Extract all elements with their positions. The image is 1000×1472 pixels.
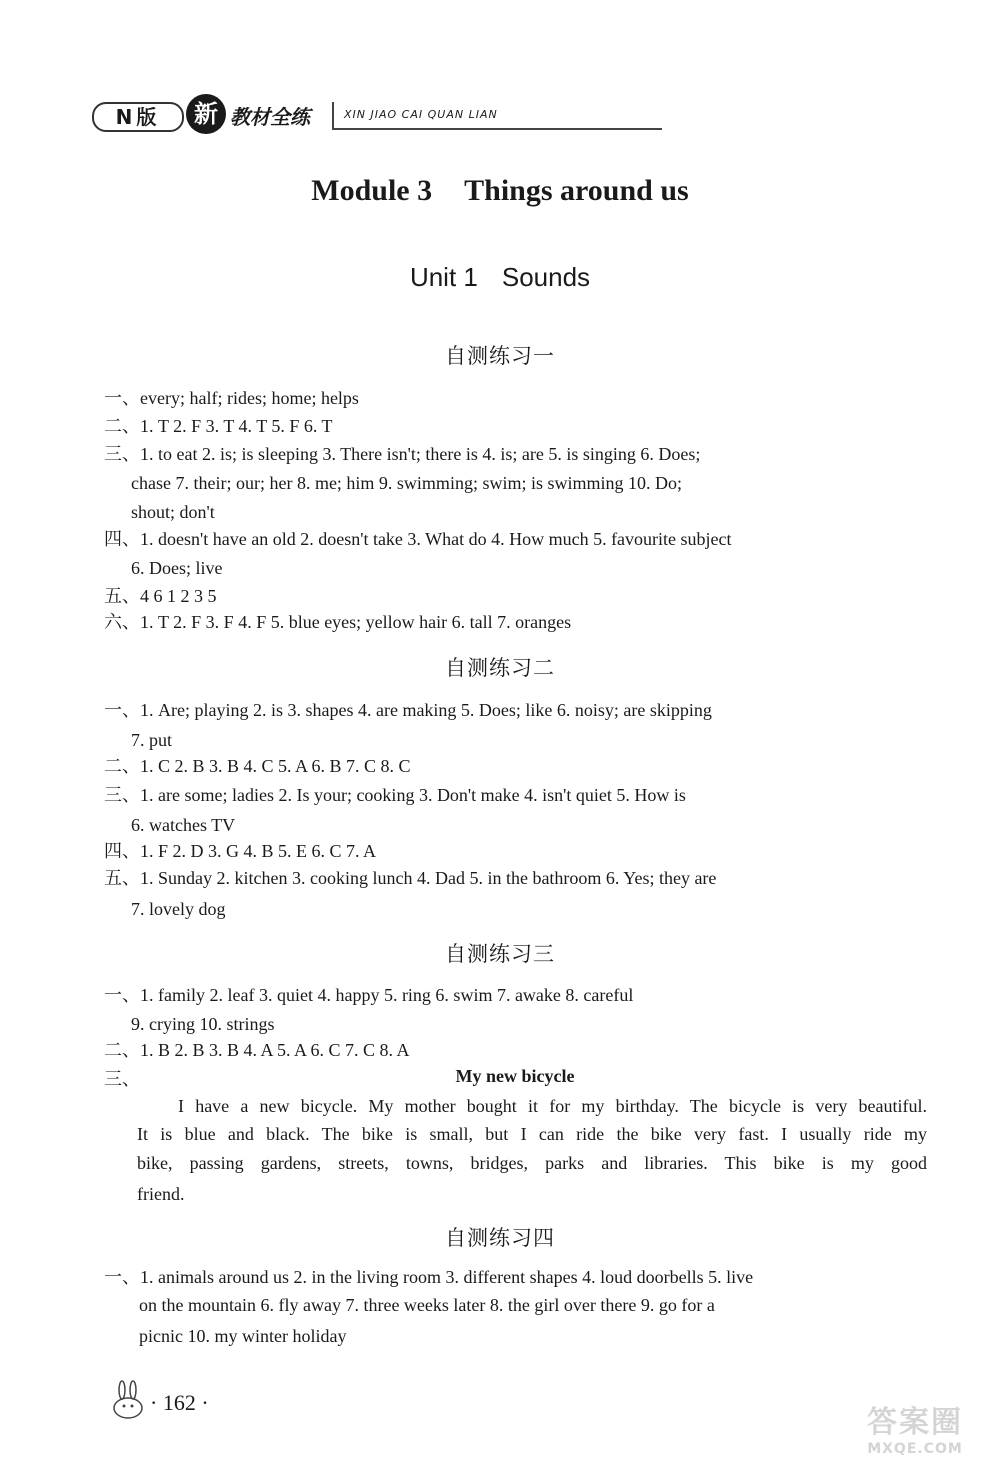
answer-line: 三、1. to eat 2. is; is sleeping 3. There isn't; there is 4. is; are 5. is singing 6. Does; (104, 444, 701, 464)
essay-title: My new bicycle (455, 1066, 575, 1086)
answer-line: 一、every; half; rides; home; helps (104, 388, 359, 408)
series-title: 教材全练 (230, 105, 310, 129)
answer-line: 7. lovely dog (131, 899, 226, 919)
site-watermark (840, 1405, 990, 1465)
watermark-url: MXQE.COM (867, 1441, 963, 1457)
answer-line: 6. watches TV (131, 815, 236, 835)
answer-line: shout; don't (131, 502, 215, 522)
module-title (0, 174, 1000, 208)
answer-line: 五、4 6 1 2 3 5 (104, 586, 217, 606)
unit-name: Sounds (501, 262, 591, 292)
answer-line: 五、1. Sunday 2. kitchen 3. cooking lunch 4. Dad 5. in the bathroom 6. Yes; they are (104, 868, 717, 888)
book-header (92, 94, 592, 138)
essay-line: bike, passing gardens, streets, towns, bridges, parks and libraries. This bike is my good (137, 1153, 927, 1173)
answer-line: 四、1. doesn't have an old 2. doesn't take 3. What do 4. How much 5. favourite subject (104, 529, 732, 549)
page-number: · 162 · (150, 1390, 209, 1415)
answer-line: 6. Does; live (131, 558, 223, 578)
answer-line: picnic 10. my winter holiday (139, 1326, 347, 1346)
answer-line: 二、1. C 2. B 3. B 4. C 5. A 6. B 7. C 8. C (104, 756, 411, 776)
answer-line: 一、1. animals around us 2. in the living room 3. different shapes 4. loud doorbells 5. live (104, 1267, 754, 1287)
answer-line: 六、1. T 2. F 3. F 4. F 5. blue eyes; yellow hair 6. tall 7. oranges (104, 612, 572, 632)
answer-line: chase 7. their; our; her 8. me; him 9. swimming; swim; is swimming 10. Do; (131, 473, 682, 493)
section-title: 自测练习二 (445, 656, 555, 680)
essay-line: friend. (137, 1184, 185, 1204)
edition-badge: N版 (92, 102, 184, 132)
section-title: 自测练习三 (445, 942, 555, 966)
unit-label: Unit 1 (409, 262, 478, 292)
answer-line: 二、1. B 2. B 3. B 4. A 5. A 6. C 7. C 8. A (104, 1040, 410, 1060)
answer-line: 一、1. Are; playing 2. is 3. shapes 4. are making 5. Does; like 6. noisy; are skipping (104, 700, 712, 720)
essay-line: I have a new bicycle. My mother bought it for my birthday. The bicycle is very beautiful. (178, 1096, 927, 1116)
watermark-logo: 答案圈 (867, 1405, 963, 1440)
header-rule (332, 128, 662, 130)
header-divider (332, 102, 334, 130)
unit-title (0, 262, 1000, 293)
answer-line: 7. put (131, 730, 173, 750)
section-title: 自测练习一 (445, 344, 555, 368)
series-new-badge: 新 (186, 94, 226, 134)
bunny-mascot-icon (106, 1380, 152, 1420)
answer-line: 四、1. F 2. D 3. G 4. B 5. E 6. C 7. A (104, 841, 377, 861)
answer-line: 9. crying 10. strings (131, 1014, 275, 1034)
series-pinyin: XIN JIAO CAI QUAN LIAN (344, 108, 498, 121)
answer-line: 二、1. T 2. F 3. T 4. T 5. F 6. T (104, 416, 333, 436)
answer-line: 三、1. are some; ladies 2. Is your; cooking 3. Don't make 4. isn't quiet 5. How is (104, 785, 686, 805)
module-name: Things around us (464, 174, 689, 207)
essay-line: It is blue and black. The bike is small, but I can ride the bike very fast. I usually ride my (137, 1124, 927, 1144)
answer-line: 三、 (104, 1069, 140, 1089)
answer-line: on the mountain 6. fly away 7. three weeks later 8. the girl over there 9. go for a (139, 1295, 715, 1315)
section-title: 自测练习四 (445, 1226, 555, 1250)
answer-line: 一、1. family 2. leaf 3. quiet 4. happy 5. ring 6. swim 7. awake 8. careful (104, 985, 634, 1005)
module-label: Module 3 (311, 174, 433, 207)
